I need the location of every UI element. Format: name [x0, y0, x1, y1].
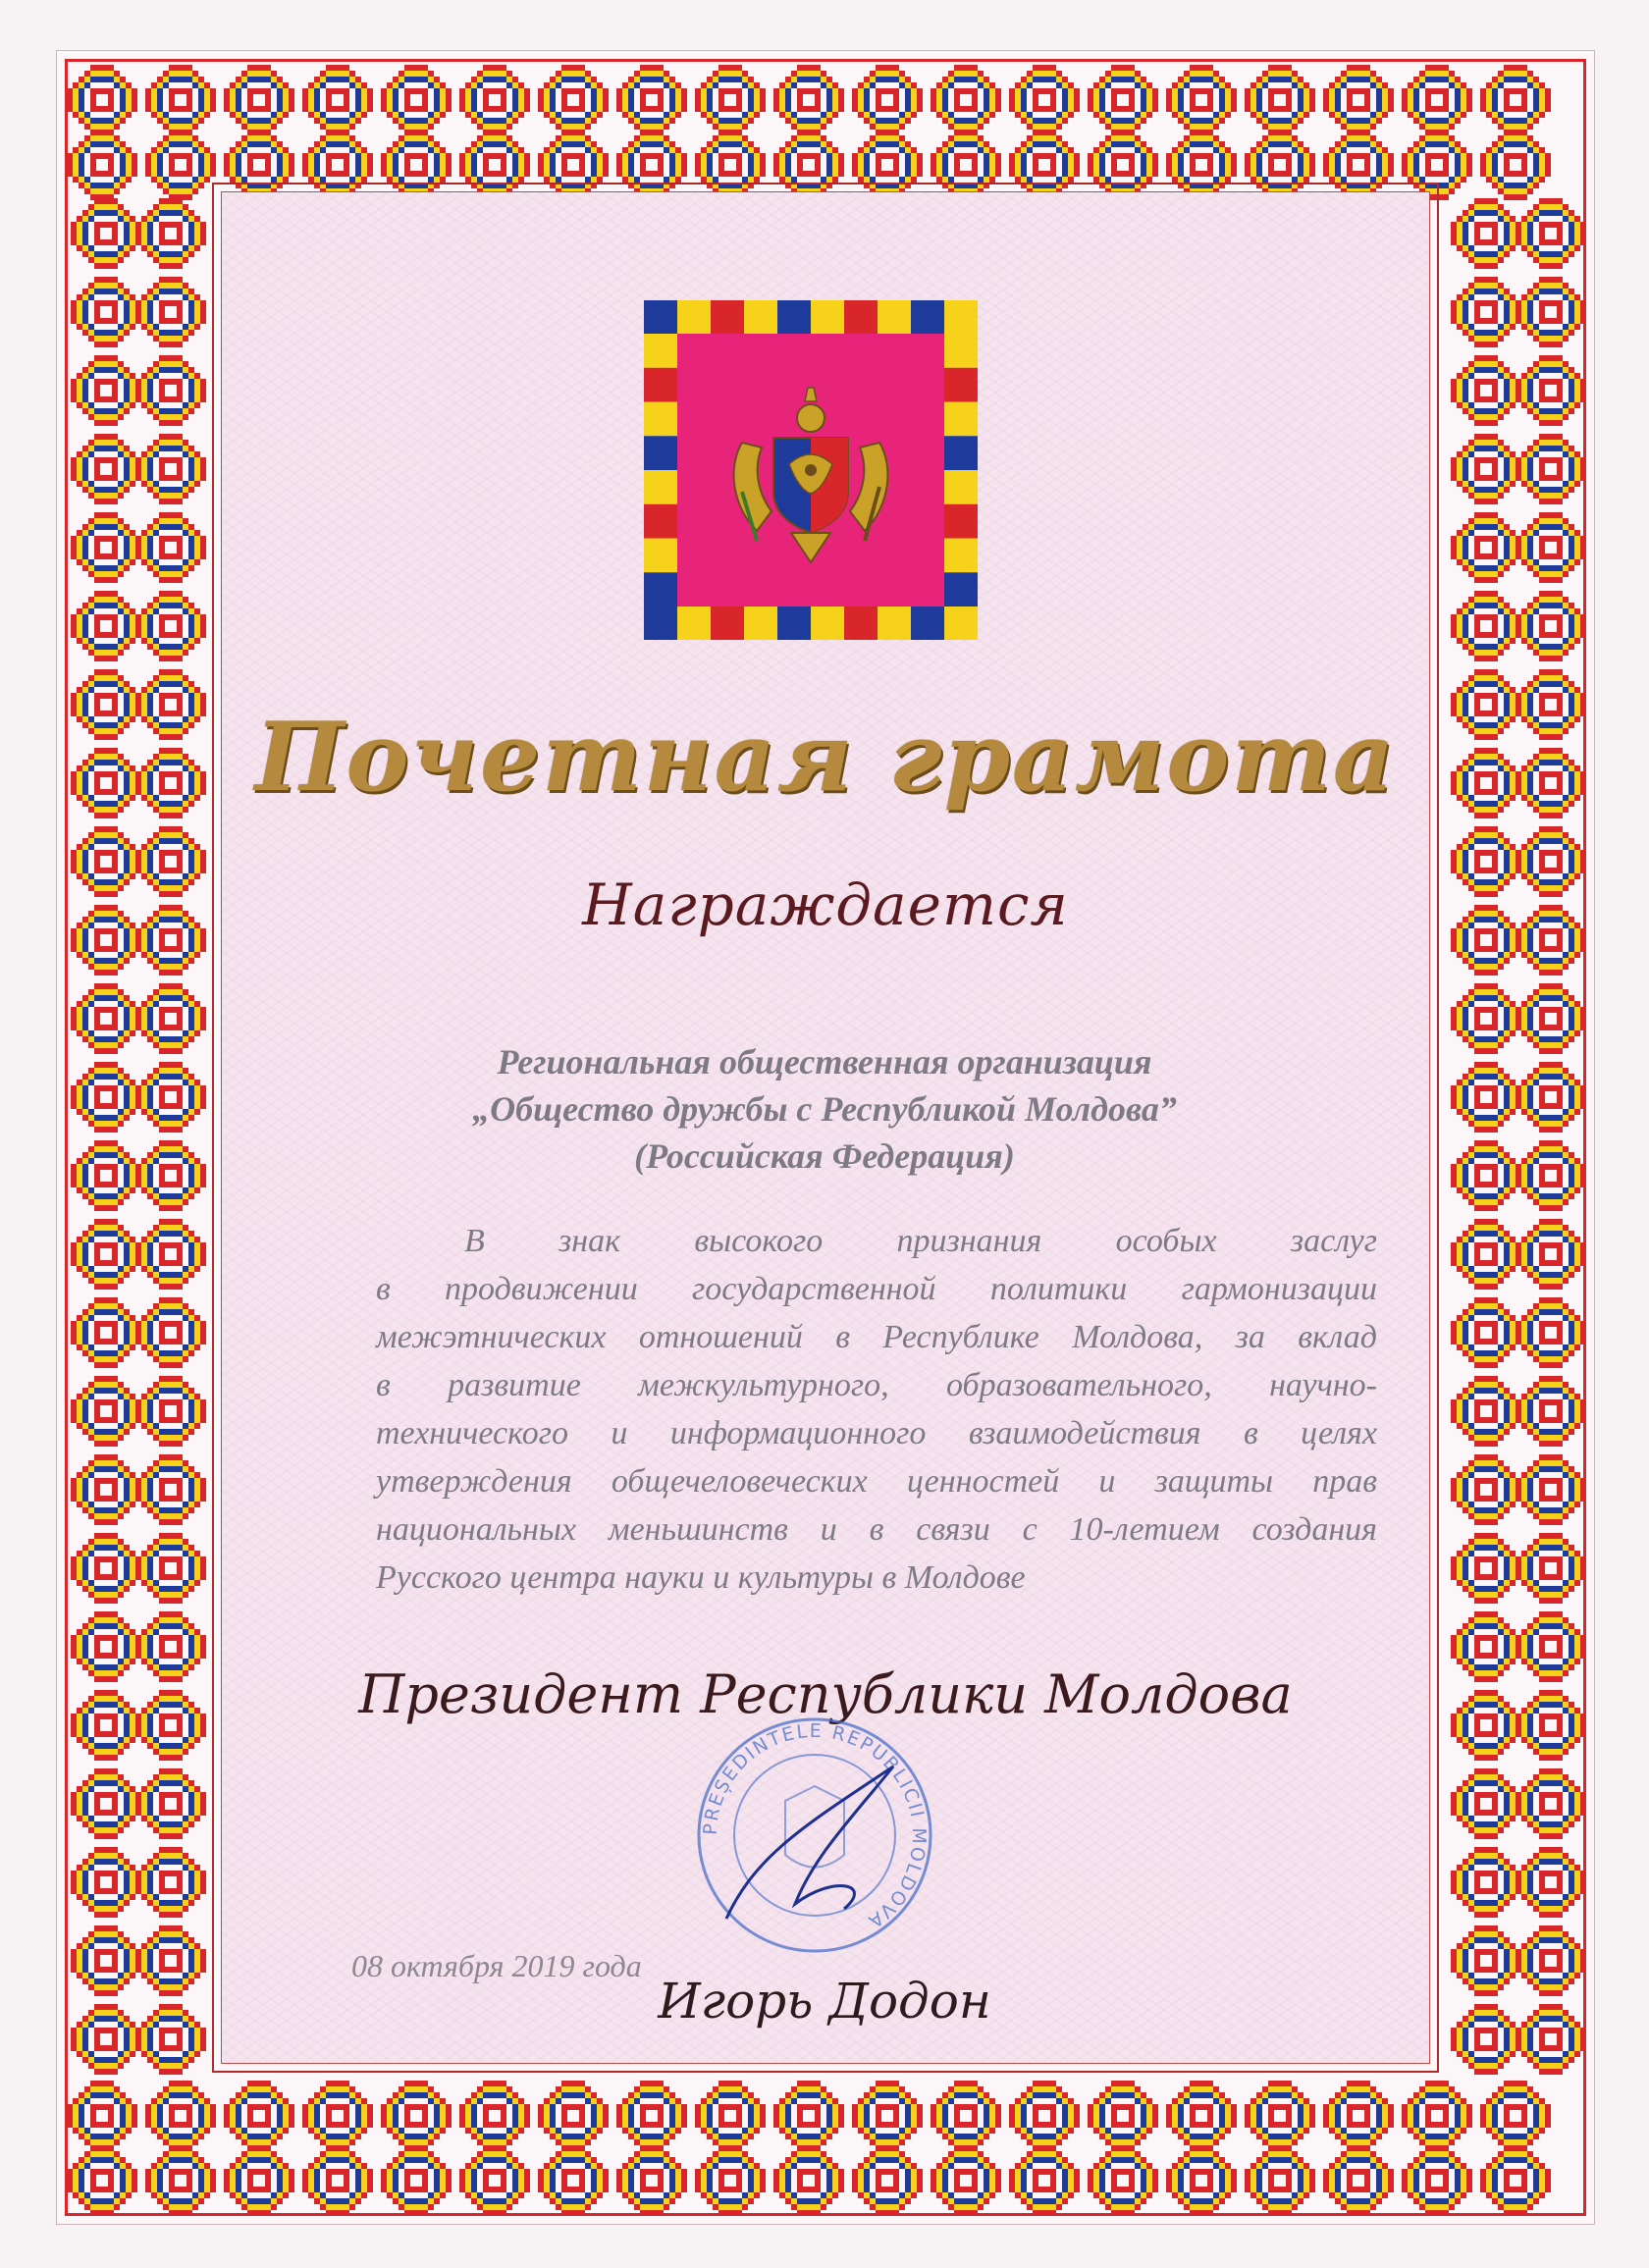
official-seal	[687, 1708, 942, 1963]
citation-line: Русского центра науки и культуры в Молдове	[376, 1559, 1026, 1596]
organization-line: (Российская Федерация)	[634, 1136, 1015, 1176]
citation-line: В знак высокого признания особых заслуг	[464, 1223, 1377, 1259]
citation-line: технического и информационного взаимодействия в целях	[376, 1415, 1377, 1451]
moldova-coat-of-arms-icon	[644, 300, 978, 640]
recipient-organization	[294, 1038, 1355, 1180]
president-title: Президент Республики Молдова	[358, 1663, 1293, 1725]
citation-line: в продвижении государственной политики гармонизации	[376, 1271, 1377, 1307]
seal-text: PREȘEDINTELE REPUBLICII MOLDOVA	[699, 1719, 931, 1933]
organization-line: „Общество дружбы с Республикой Молдова”	[472, 1089, 1177, 1129]
signer-name: Игорь Додон	[658, 1973, 991, 2030]
citation-line: национальных меньшинств и в связи с 10-летием создания	[376, 1511, 1377, 1548]
organization-line: Региональная общественная организация	[497, 1042, 1152, 1081]
issue-date: 08 октября 2019 года	[351, 1948, 642, 1983]
citation-line: в развитие межкультурного, образовательного, научно-	[376, 1367, 1377, 1403]
certificate-title: Почетная грамота	[254, 702, 1397, 813]
awarded-heading: Награждается	[582, 871, 1069, 938]
citation-line: утверждения общечеловеческих ценностей и защиты прав	[376, 1463, 1377, 1500]
citation-text	[376, 1217, 1377, 1602]
citation-line: межэтнических отношений в Республике Молдова, за вклад	[376, 1319, 1377, 1355]
